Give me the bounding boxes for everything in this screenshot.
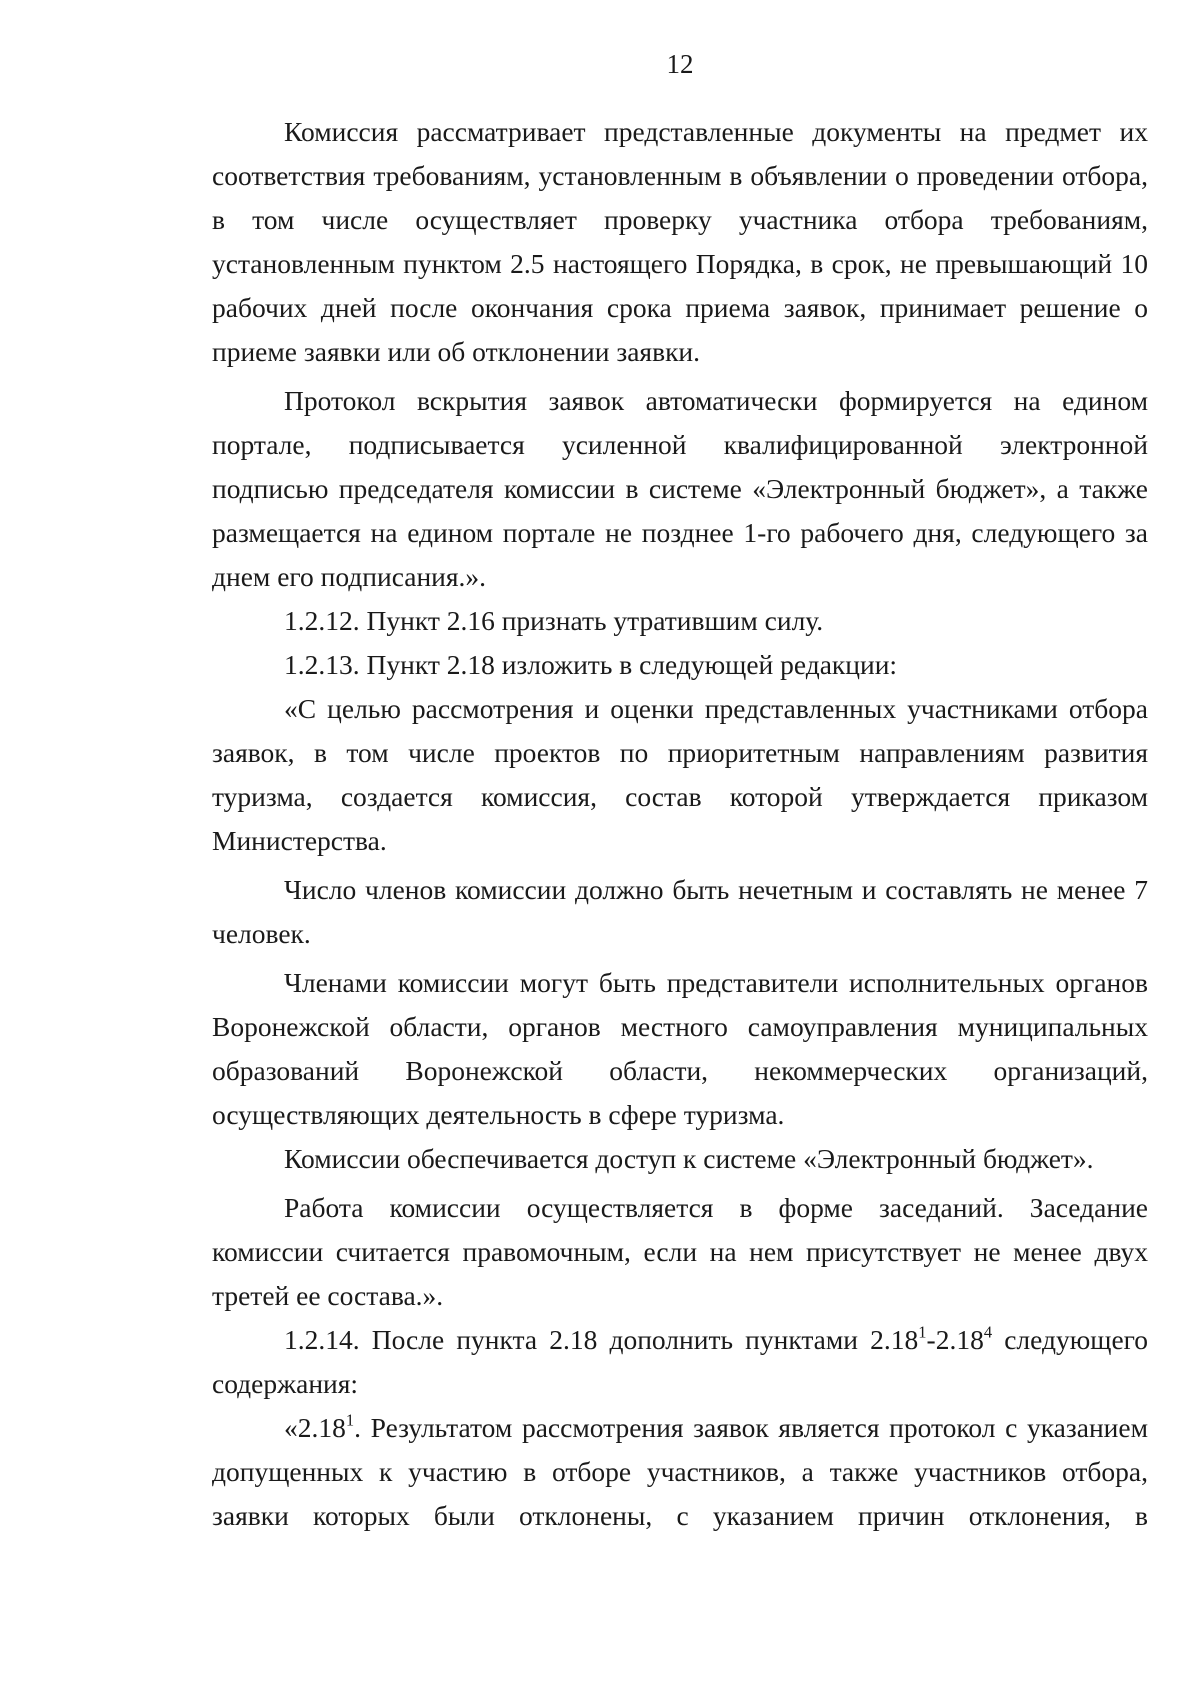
text-run: 1.2.13. Пункт 2.18 изложить в следующей редакции: bbox=[284, 649, 898, 680]
text-run: «С целью рассмотрения и оценки представленных участниками отбора заявок, в том числе проектов по приоритетным направлениям развития туризма, создается комиссия, состав которой утверждается приказом Министерства. bbox=[212, 693, 1148, 856]
paragraph-p10 bbox=[212, 1318, 1148, 1406]
paragraph-p11 bbox=[212, 1406, 1148, 1538]
document-body bbox=[212, 110, 1148, 1538]
page-number: 12 bbox=[666, 49, 694, 79]
text-run: Комиссия рассматривает представленные документы на предмет их соответствия требованиям, установленным в объявлении о проведении отбора, в том числе осуществляет проверку участника отбора требованиям, установленным пунктом 2.5 настоящего Порядка, в срок, не превышающий 10 рабочих дней после окончания срока приема заявок, принимает решение о приеме заявки или об отклонении заявки. bbox=[212, 116, 1148, 367]
superscript: 4 bbox=[983, 1322, 993, 1342]
text-run: 1.2.12. Пункт 2.16 признать утратившим силу. bbox=[284, 605, 824, 636]
paragraph-p8 bbox=[212, 1137, 1148, 1181]
superscript: 1 bbox=[345, 1410, 355, 1430]
paragraph-p9 bbox=[212, 1186, 1148, 1318]
superscript: 1 bbox=[918, 1322, 927, 1342]
paragraph-p2 bbox=[212, 379, 1148, 599]
text-run: Число членов комиссии должно быть нечетным и составлять не менее 7 человек. bbox=[212, 874, 1148, 949]
text-run: . Результатом рассмотрения заявок является протокол с указанием допущенных к участию в отборе участников, а также участников отбора, заявки которых были отклонены, с указанием причин отклонения, в bbox=[212, 1412, 1148, 1531]
paragraph-p5 bbox=[212, 687, 1148, 863]
text-run: 1.2.14. После пункта 2.18 дополнить пунктами 2.18 bbox=[284, 1324, 919, 1355]
text-run: Комиссии обеспечивается доступ к системе «Электронный бюджет». bbox=[284, 1143, 1094, 1174]
text-run: Членами комиссии могут быть представители исполнительных органов Воронежской области, органов местного самоуправления муниципальных образований Воронежской области, некоммерческих организаций, осуществляющих деятельность в сфере туризма. bbox=[212, 967, 1148, 1130]
text-run: следующего содержания: bbox=[212, 1324, 1148, 1399]
text-run: Работа комиссии осуществляется в форме заседаний. Заседание комиссии считается правомочным, если на нем присутствует не менее двух третей ее состава.». bbox=[212, 1192, 1148, 1311]
paragraph-p4 bbox=[212, 643, 1148, 687]
paragraph-p1 bbox=[212, 110, 1148, 374]
paragraph-p3 bbox=[212, 599, 1148, 643]
paragraph-p7 bbox=[212, 961, 1148, 1137]
text-run: «2.18 bbox=[284, 1412, 346, 1443]
text-run: -2.18 bbox=[926, 1324, 984, 1355]
text-run: Протокол вскрытия заявок автоматически формируется на едином портале, подписывается усиленной квалифицированной электронной подписью председателя комиссии в системе «Электронный бюджет», а также размещается на едином портале не позднее 1-го рабочего дня, следующего за днем его подписания.». bbox=[212, 385, 1148, 592]
paragraph-p6 bbox=[212, 868, 1148, 956]
